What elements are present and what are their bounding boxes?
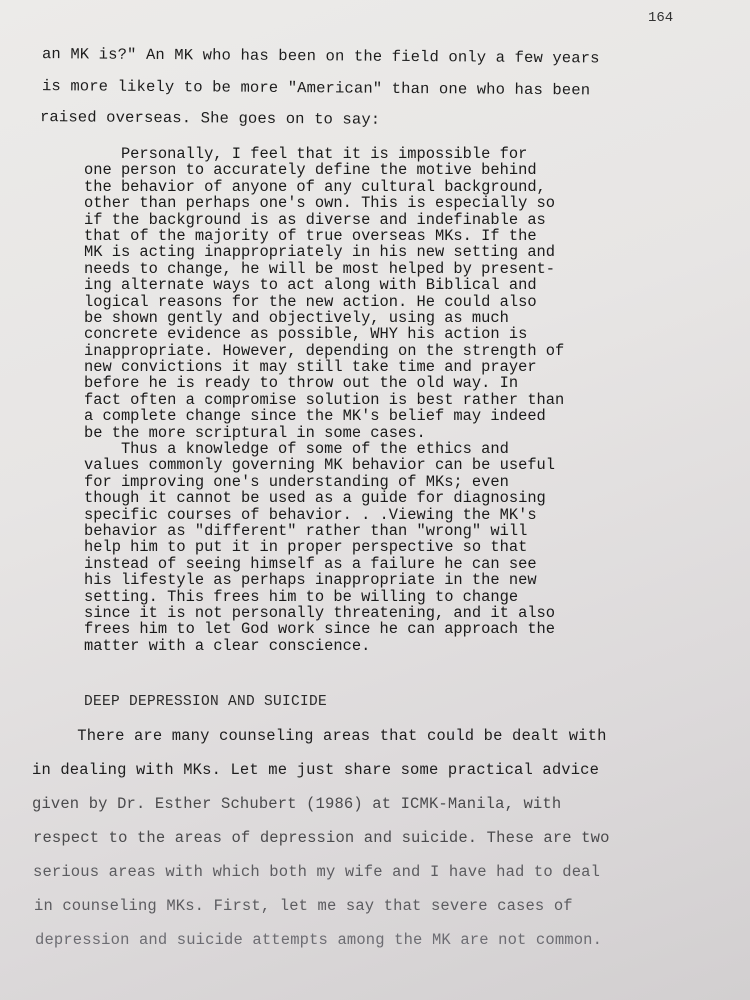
quote-line: for improving one's understanding of MKs; even xyxy=(84,472,509,491)
quote-line: Personally, I feel that it is impossible for xyxy=(84,145,528,163)
quote-line: setting. This frees him to be willing to change xyxy=(84,587,519,606)
quote-line: his lifestyle as perhaps inappropriate in the new xyxy=(84,571,537,590)
page-number: 164 xyxy=(648,10,674,26)
quote-line: ing alternate ways to act along with Biblical and xyxy=(84,276,537,295)
closing-line: given by Dr. Esther Schubert (1986) at ICMK-Manila, with xyxy=(32,795,562,813)
quote-line: a complete change since the MK's belief may indeed xyxy=(84,407,546,426)
quote-line: inappropriate. However, depending on the strength of xyxy=(84,341,565,360)
quote-line: if the background is as diverse and indefinable as xyxy=(84,210,546,229)
intro-line: an MK is?" An MK who has been on the field only a few years xyxy=(41,45,600,68)
quote-line: new convictions it may still take time and prayer xyxy=(84,358,537,377)
closing-line: in dealing with MKs. Let me just share some practical advice xyxy=(32,761,600,779)
quote-line: matter with a clear conscience. xyxy=(84,636,371,655)
intro-line: is more likely to be more "American" than one who has been xyxy=(41,77,591,100)
intro-line: raised overseas. She goes on to say: xyxy=(39,108,381,129)
quote-line: be shown gently and objectively, using as much xyxy=(84,308,509,327)
quote-line: help him to put it in proper perspective so that xyxy=(84,538,528,557)
closing-line: depression and suicide attempts among the MK are not common. xyxy=(35,931,603,949)
closing-line: in counseling MKs. First, let me say that severe cases of xyxy=(34,897,573,915)
quote-line: fact often a compromise solution is best rather than xyxy=(84,390,565,409)
quote-line: though it cannot be used as a guide for diagnosing xyxy=(84,489,546,508)
block-quote xyxy=(84,146,564,654)
quote-line: logical reasons for the new action. He could also xyxy=(84,292,537,311)
quote-line: values commonly governing MK behavior can be useful xyxy=(84,456,556,475)
quote-line: needs to change, he will be most helped by present- xyxy=(84,259,556,278)
closing-line: serious areas with which both my wife and I have had to deal xyxy=(33,863,601,881)
quote-line: since it is not personally threatening, and it also xyxy=(84,603,556,622)
quote-line: instead of seeing himself as a failure he can see xyxy=(84,554,537,573)
quote-line: behavior as "different" rather than "wrong" will xyxy=(84,521,528,540)
quote-line: Thus a knowledge of some of the ethics and xyxy=(84,440,509,459)
quote-line: the behavior of anyone of any cultural background, xyxy=(84,177,546,196)
quote-line: one person to accurately define the motive behind xyxy=(84,161,537,180)
closing-line: There are many counseling areas that could be dealt with xyxy=(30,727,607,745)
quote-line: other than perhaps one's own. This is especially so xyxy=(84,194,556,213)
quote-line: that of the majority of true overseas MKs. If the xyxy=(84,226,537,245)
quote-line: frees him to let God work since he can approach the xyxy=(84,620,556,639)
quote-line: before he is ready to throw out the old way. In xyxy=(84,374,519,393)
quote-line: be the more scriptural in some cases. xyxy=(84,423,426,442)
closing-line: respect to the areas of depression and suicide. These are two xyxy=(33,829,610,847)
section-heading: DEEP DEPRESSION AND SUICIDE xyxy=(84,694,328,710)
quote-line: MK is acting inappropriately in his new setting and xyxy=(84,243,556,262)
quote-line: concrete evidence as possible, WHY his action is xyxy=(84,325,528,344)
quote-line: specific courses of behavior. . .Viewing the MK's xyxy=(84,505,537,524)
